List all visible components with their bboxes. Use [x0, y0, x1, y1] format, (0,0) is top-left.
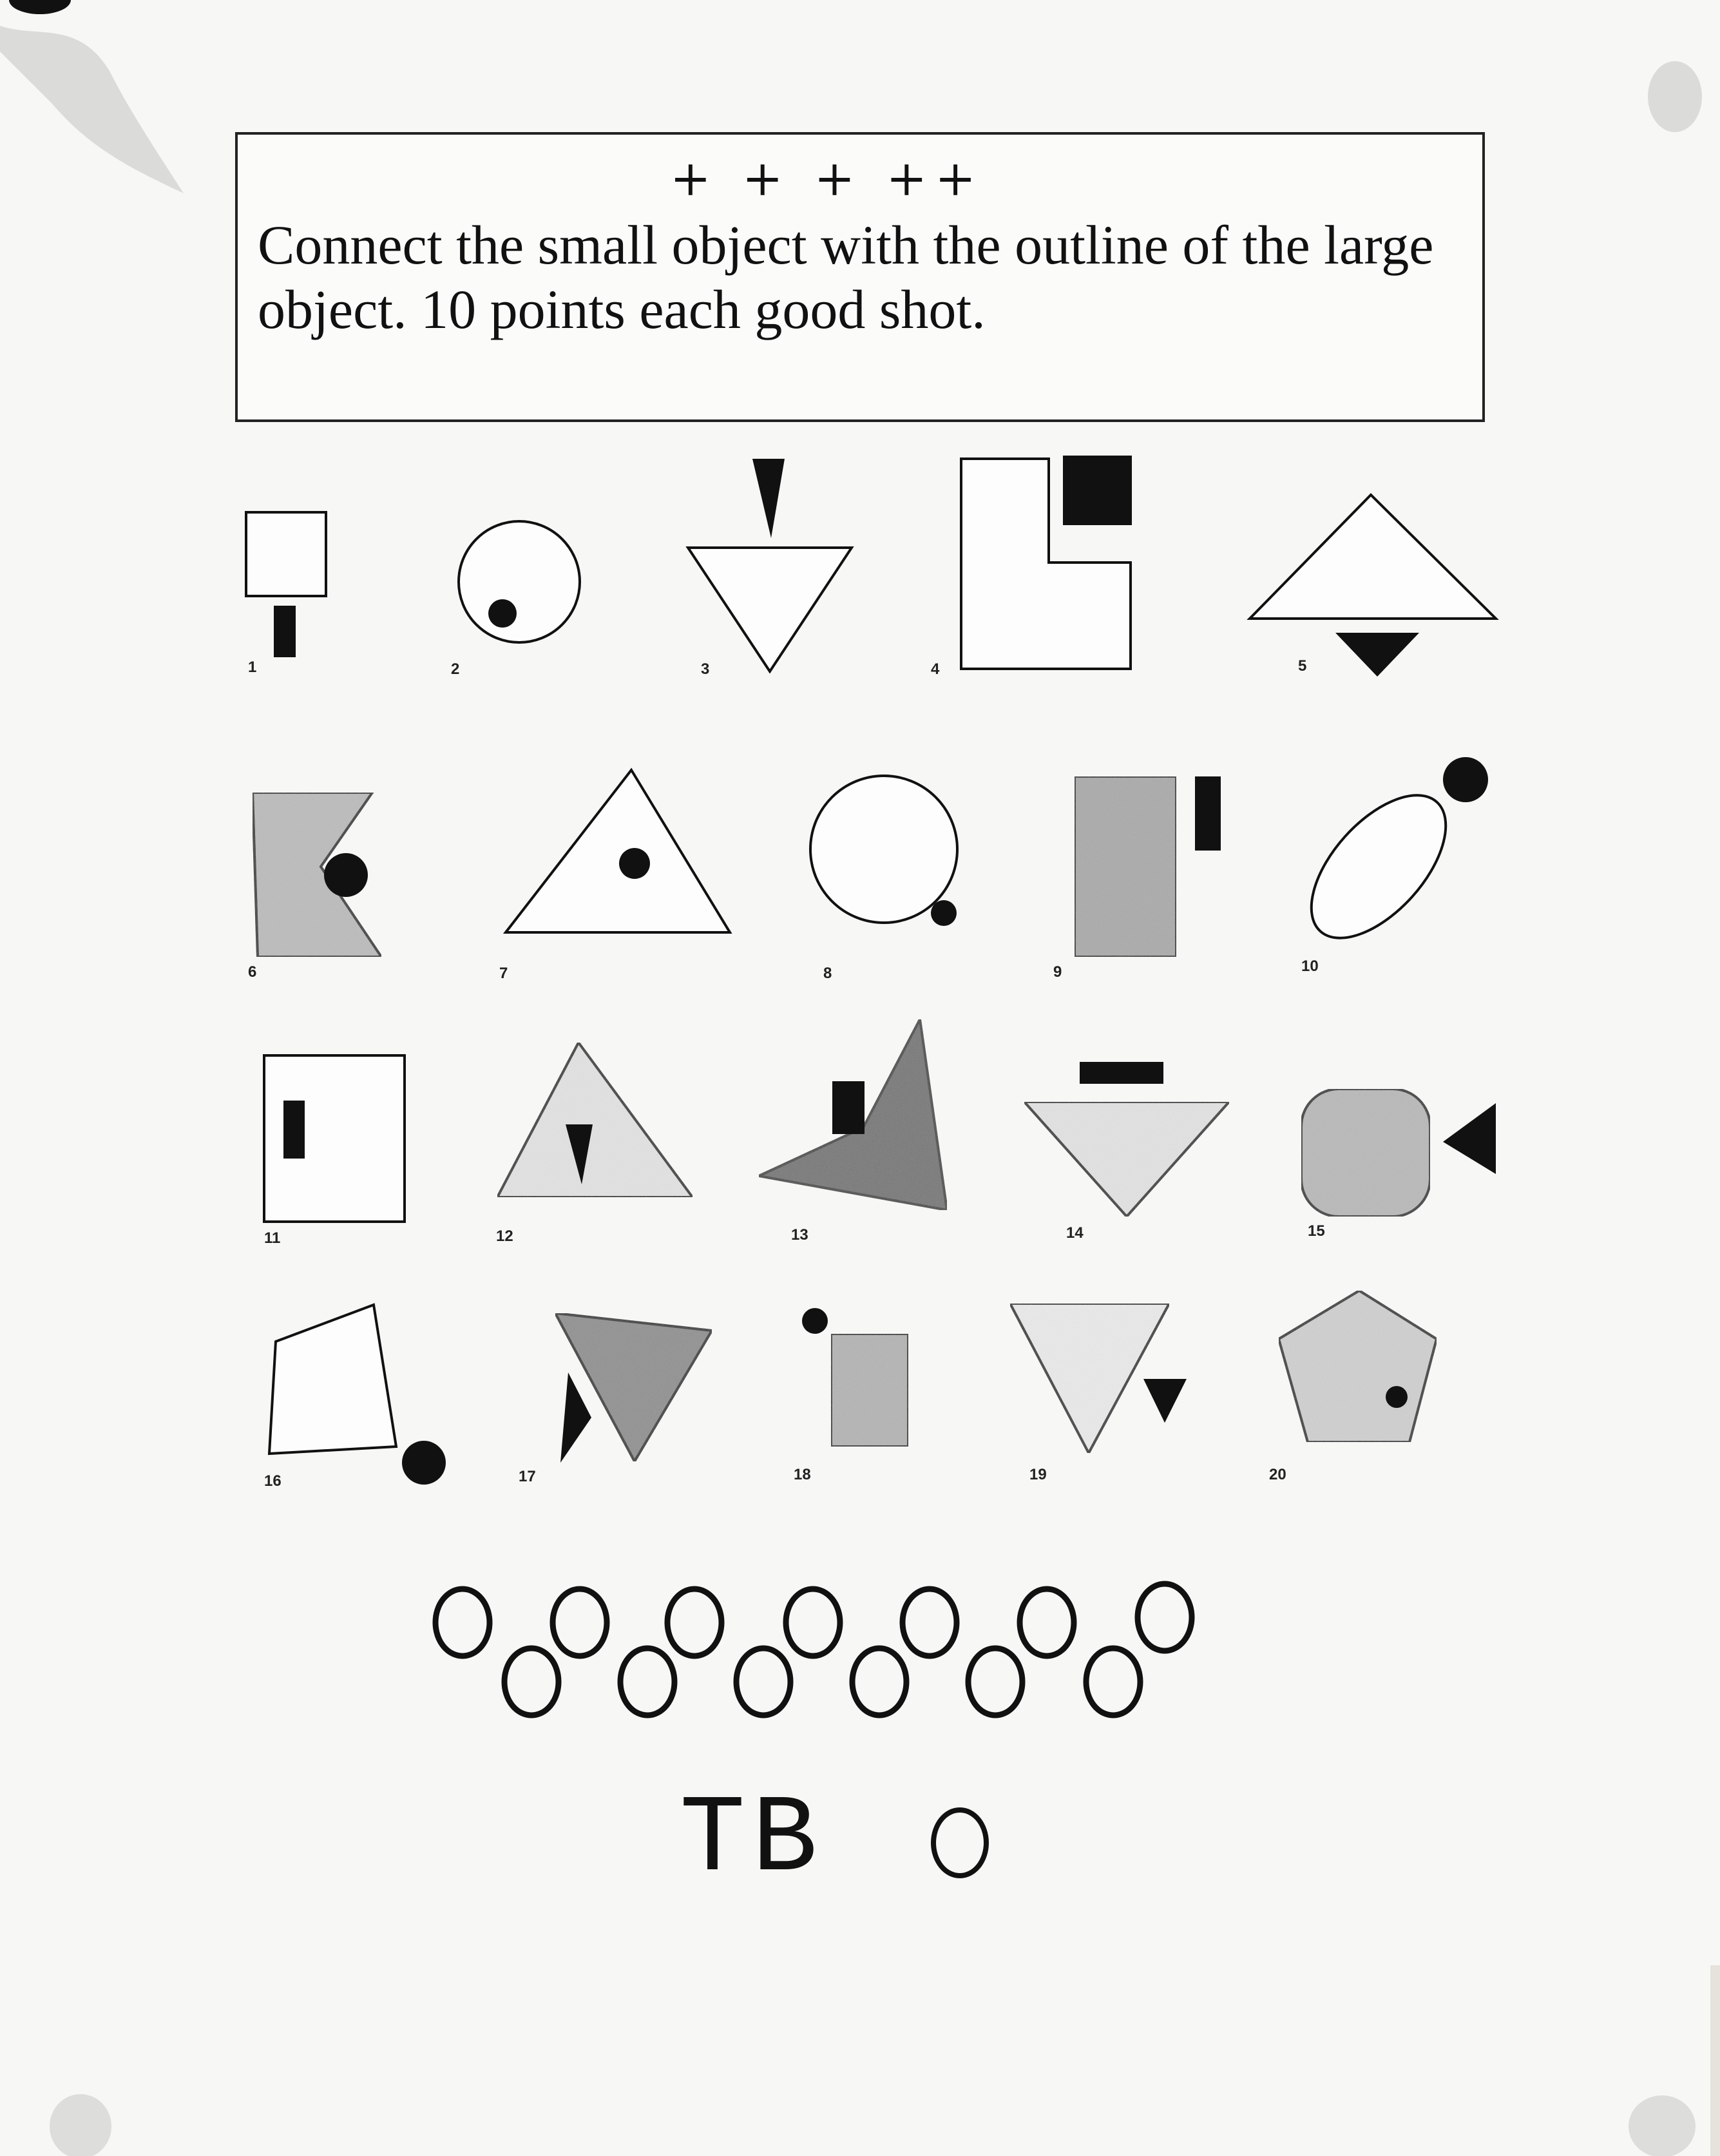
figure-number: 20: [1269, 1466, 1286, 1483]
figure-18-rectangle-target: [802, 1308, 908, 1447]
score-circle-7: [1138, 1584, 1192, 1651]
figure-19-triangle-target: [1010, 1304, 1187, 1453]
footer-label: TB: [680, 1778, 825, 1903]
figure-number: 10: [1301, 958, 1319, 975]
figure-number: 17: [519, 1468, 536, 1485]
score-circle-1: [435, 1589, 490, 1656]
figure-number: 9: [1053, 963, 1062, 981]
score-circle-6: [1020, 1589, 1074, 1656]
score-circle-9: [620, 1648, 674, 1715]
figure-20-pentagon-target: [1279, 1291, 1437, 1442]
score-circle-3: [667, 1589, 721, 1656]
figure-2-circle-target: [459, 521, 580, 642]
score-circle-13: [1086, 1648, 1140, 1715]
figure-10-ellipse-target: [1287, 757, 1488, 961]
figure-12-triangle-target: [497, 1043, 693, 1197]
figure-number: 14: [1066, 1224, 1084, 1242]
figure-number: 8: [823, 965, 832, 982]
figure-number: 1: [248, 659, 257, 676]
figure-9-rectangle-target: [1075, 776, 1221, 957]
figure-number: 4: [931, 660, 940, 678]
figure-number: 3: [701, 660, 710, 678]
figure-number: 6: [248, 963, 257, 981]
figure-17-triangle-target: [555, 1313, 712, 1463]
figure-number: 19: [1029, 1466, 1047, 1483]
figure-number: 12: [496, 1227, 513, 1245]
figure-16-quadrilateral-target: [269, 1305, 446, 1485]
score-circle-5: [903, 1589, 957, 1656]
figure-11-rectangle-target: [264, 1055, 405, 1222]
figure-number: 11: [264, 1229, 281, 1247]
figure-14-triangle-target: [1024, 1062, 1229, 1217]
figure-13-polygon-target: [759, 1019, 947, 1210]
figure-15-rounded-square-target: [1301, 1089, 1496, 1217]
score-circle-11: [852, 1648, 906, 1715]
score-circle-row: [435, 1584, 1192, 1715]
figure-number: 5: [1298, 657, 1307, 675]
score-circle-8: [504, 1648, 559, 1715]
figure-number: 13: [791, 1226, 808, 1244]
figure-8-circle-target: [810, 776, 957, 926]
footer-circle: [931, 1807, 989, 1878]
instruction-text: Connect the small object with the outline of the large object. 10 points each good shot.: [258, 214, 1434, 340]
score-circle-4: [786, 1589, 840, 1656]
figure-3-triangle-target: [688, 459, 852, 671]
figure-1-square-target: [246, 512, 326, 657]
figure-number: 15: [1308, 1222, 1325, 1240]
figure-7-triangle-target: [506, 770, 730, 932]
figure-number: 18: [794, 1466, 811, 1483]
score-circle-2: [553, 1589, 607, 1656]
figure-5-triangle-target: [1250, 495, 1496, 677]
score-circle-12: [968, 1648, 1022, 1715]
score-circle-10: [736, 1648, 790, 1715]
figure-4-l-shape-target: [961, 456, 1132, 669]
figure-6-notched-shape-target: [253, 793, 381, 957]
crosses-mark: + + + ++: [670, 149, 984, 207]
figure-number: 7: [499, 965, 508, 982]
figure-number: 16: [264, 1472, 282, 1490]
figure-number: 2: [451, 660, 460, 678]
